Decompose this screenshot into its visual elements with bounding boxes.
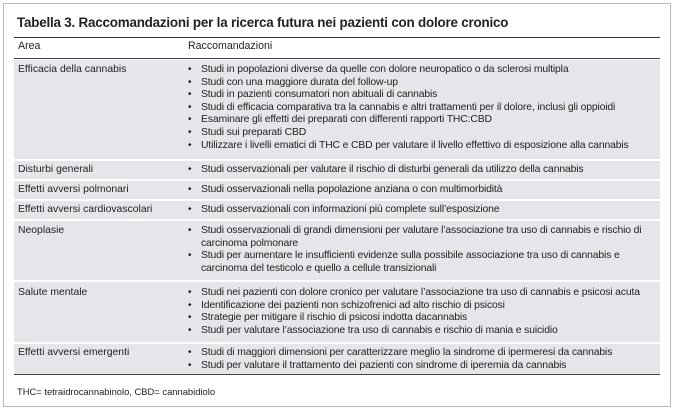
list-item: • Studi sui preparati CBD bbox=[188, 127, 656, 140]
table-footnote: THC= tetraidrocannabinolo, CBD= cannabidiolo bbox=[17, 386, 216, 397]
list-item: • Studi per valutare il trattamento dei pazienti con sindrome di iperemia da cannabis bbox=[188, 360, 656, 373]
table-title: Tabella 3. Raccomandazioni per la ricerca futura nei pazienti con dolore cronico bbox=[17, 15, 509, 30]
list-item: • Studi per valutare l’associazione tra uso di cannabis e rischio di mania e suicidio bbox=[188, 325, 656, 338]
recommendation-list bbox=[188, 287, 656, 337]
list-item: • Identificazione dei pazienti non schizofrenici ad alto rischio di psicosi bbox=[188, 300, 656, 313]
list-item: • Esaminare gli effetti dei preparati con differenti rapporti THC:CBD bbox=[188, 114, 656, 127]
list-item: • Studi in popolazioni diverse da quelle con dolore neuropatico o da sclerosi multipla bbox=[188, 64, 656, 77]
table-frame bbox=[3, 3, 671, 407]
row-area: Efficacia della cannabis bbox=[18, 64, 127, 75]
table-row bbox=[14, 161, 660, 179]
table-row bbox=[14, 181, 660, 199]
recommendation-list bbox=[188, 347, 656, 372]
row-area: Disturbi generali bbox=[18, 164, 94, 175]
recommendation-list bbox=[188, 64, 656, 152]
table-row bbox=[14, 344, 660, 374]
recommendation-list bbox=[188, 204, 656, 217]
list-item: • Studi di maggiori dimensioni per caratterizzare meglio la sindrome di ipermeresi da cannabis bbox=[188, 347, 656, 360]
list-item: • Studi osservazionali per valutare il rischio di disturbi generali da utilizzo della cannabis bbox=[188, 164, 656, 177]
list-item: • Studi di efficacia comparativa tra la cannabis e altri trattamenti per il dolore, inclusi gli oppioidi bbox=[188, 102, 656, 115]
bottom-rule bbox=[14, 374, 660, 375]
list-item: • Studi con una maggiore durata del follow-up bbox=[188, 77, 656, 90]
list-item: • Studi nei pazienti con dolore cronico per valutare l’associazione tra uso di cannabis e psicosi acuta bbox=[188, 287, 656, 300]
table-row bbox=[14, 221, 660, 280]
list-item: • Studi in pazienti consumatori non abituali di cannabis bbox=[188, 89, 656, 102]
list-item: • Studi osservazionali con informazioni più complete sull’esposizione bbox=[188, 204, 656, 217]
table-row bbox=[14, 282, 660, 342]
row-area: Neoplasie bbox=[18, 225, 65, 236]
row-area: Effetti avversi polmonari bbox=[18, 184, 129, 195]
table-row bbox=[14, 201, 660, 219]
table-header bbox=[14, 38, 660, 57]
row-area: Effetti avversi emergenti bbox=[18, 347, 130, 358]
row-area: Effetti avversi cardiovascolari bbox=[18, 204, 153, 215]
header-area: Area bbox=[18, 40, 41, 52]
recommendation-list bbox=[188, 225, 656, 275]
list-item: • Studi osservazionali di grandi dimensioni per valutare l’associazione tra uso di cannabis e rischio di carcinoma polmonare bbox=[188, 225, 656, 250]
recommendation-list bbox=[188, 164, 656, 177]
list-item: • Utilizzare i livelli ematici di THC e CBD per valutare il livello effettivo di esposizione alla cannabis bbox=[188, 140, 656, 153]
list-item: • Studi per aumentare le insufficienti evidenze sulla possibile associazione tra uso di cannabis e carcinoma del testicolo e quello a cellule transizionali bbox=[188, 250, 656, 275]
list-item: • Studi osservazionali nella popolazione anziana o con multimorbidità bbox=[188, 184, 656, 197]
header-rule bbox=[14, 58, 660, 59]
table-row bbox=[14, 60, 660, 159]
row-area: Salute mentale bbox=[18, 287, 88, 298]
recommendation-list bbox=[188, 184, 656, 197]
list-item: • Strategie per mitigare il rischio di psicosi indotta dacannabis bbox=[188, 312, 656, 325]
header-recommendations: Raccomandazioni bbox=[188, 40, 273, 52]
